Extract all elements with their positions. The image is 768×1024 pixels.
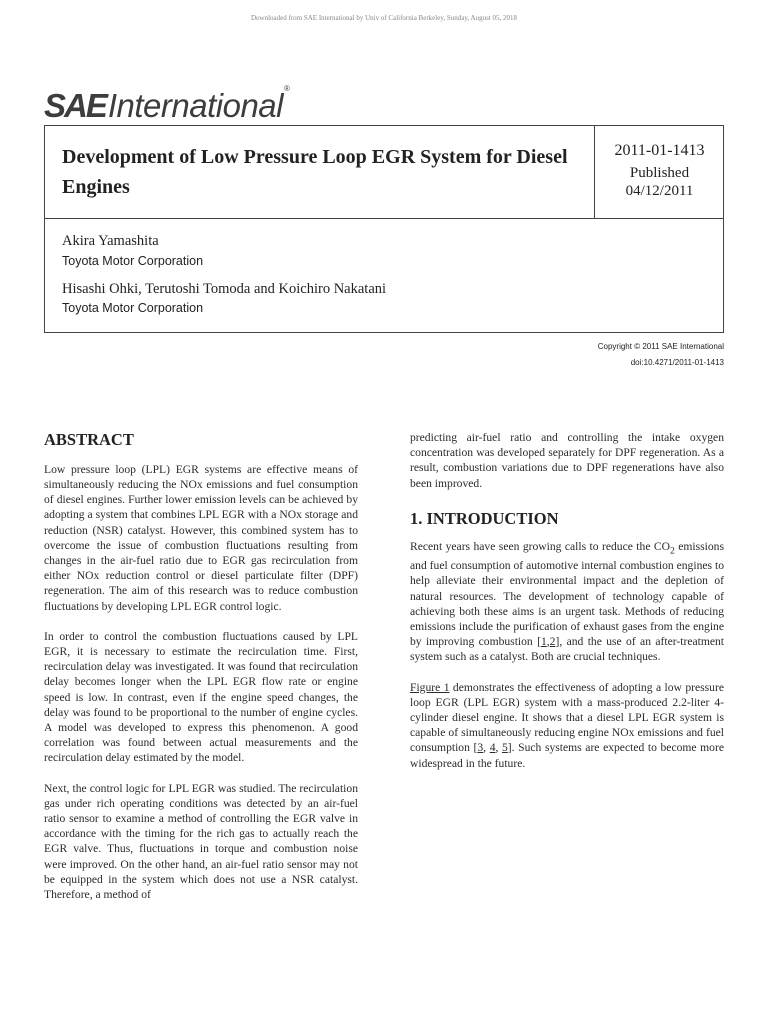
copyright: Copyright © 2011 SAE International: [597, 342, 724, 351]
abstract-paragraph-3-continued: predicting air-fuel ratio and controlling the intake oxygen concentration was developed separately for DPF regeneration. As a result, combustion variations due to DPF regenerations have also been improved.: [410, 431, 724, 490]
intro-p1-text-a: Recent years have seen growing calls to reduce the CO: [410, 539, 670, 553]
left-column: [44, 430, 358, 902]
reference-link-5[interactable]: 5: [502, 741, 508, 755]
intro-p2-text-b: ]. Such systems are expected to become more widespread in the future.: [410, 741, 724, 770]
right-column: [410, 430, 724, 771]
abstract-paragraph-2: In order to control the combustion fluctuations caused by LPL EGR, it is necessary to estimate the recirculation time. First, recirculation delay was investigated. It was found that recirculation delay becomes longer when the LPL EGR flow rate or engine speed is low. In contrast, even if the engine speed changes, the delay was found to be proportional to the number of engine cycles. A model was developed to express this phenomenon. A good correlation was found between actual measurements and the recirculation delay estimated by the model.: [44, 629, 358, 765]
intro-p1-text-b: emissions and fuel consumption of automotive internal combustion engines to help alleviate their environmental impact and the depletion of natural resources. The development of technology capable of achieving both these aims is an urgent task. Methods of reducing emissions include the purification of exhaust gases from the engine by improving combustion [: [410, 539, 724, 649]
intro-p2-text-a: demonstrates the effectiveness of adopting a low pressure loop EGR (LPL EGR) system with a mass-produced 2.2-liter 4-cylinder diesel engine. It shows that a diesel LPL EGR system is capable of simultaneously reducing engine NOx emissions and fuel consumption [: [410, 680, 724, 755]
reference-link-3[interactable]: 3: [477, 741, 484, 755]
author-affiliation-2: Toyota Motor Corporation: [62, 301, 204, 315]
logo-sae: SAE: [44, 87, 106, 124]
intro-p1-text-c: ], and the use of an after-treatment system such as a catalyst. Both are crucial techniques.: [410, 635, 725, 664]
sae-international-logo: [44, 82, 290, 122]
paper-id-cell: [595, 126, 724, 219]
introduction-paragraph-1: [410, 539, 724, 665]
abstract-paragraph-1: Low pressure loop (LPL) EGR systems are effective means of simultaneously reducing the NOx emissions and fuel consumption of diesel engines. Further lower emission levels can be achieved by adopting a system that combines LPL EGR with a NOx storage and reduction (NSR) catalyst. However, this combined system has to overcome the issue of combustion fluctuations resulting from changes in the air-fuel ratio due to EGR gas recirculation from either NOx reduction control or diesel particulate filter (DPF) regeneration. The aim of this research was to reduce combustion fluctuations by developing LPL EGR control logic.: [44, 462, 358, 613]
author-names-1: Akira Yamashita: [62, 233, 159, 249]
logo-registered-mark: ®: [284, 84, 290, 93]
download-note: Downloaded from SAE International by Univ of California Berkeley, Sunday, August 05, 2018: [250, 14, 518, 22]
reference-link-4[interactable]: 4: [489, 741, 496, 755]
paper-header-box: [44, 125, 724, 333]
figure-1-link[interactable]: Figure 1: [410, 680, 450, 694]
introduction-paragraph-2: [410, 680, 724, 771]
ref-separator-1: ,: [546, 635, 550, 649]
logo-international: International: [107, 87, 283, 124]
paper-number: 2011-01-1413: [614, 142, 705, 159]
author-affiliation-1: Toyota Motor Corporation: [62, 254, 204, 268]
author-names-2: Hisashi Ohki, Terutoshi Tomoda and Koichiro Nakatani: [62, 281, 387, 297]
abstract-heading: ABSTRACT: [44, 430, 134, 449]
ref-separator-2: ,: [483, 741, 490, 755]
abstract-paragraph-3: Next, the control logic for LPL EGR was studied. The recirculation gas under rich operating conditions was detected by an air-fuel ratio sensor to examine a method of controlling the EGR valve in accordance with the timing for the rich gas to actually reach the EGR valve. Thus, fluctuations in torque and combustion noise were improved. On the other hand, an air-fuel ratio sensor may not be equipped in the system which does not use a NSR catalyst. Therefore, a method of: [44, 781, 358, 902]
reference-link-2[interactable]: 2: [549, 635, 556, 649]
reference-link-1[interactable]: 1: [540, 635, 547, 649]
published-date: 04/12/2011: [625, 183, 694, 199]
ref-separator-3: ,: [495, 741, 502, 755]
published-label: Published: [629, 165, 690, 181]
title-cell: [45, 126, 595, 219]
introduction-heading: 1. INTRODUCTION: [410, 508, 559, 528]
paper-title: Development of Low Pressure Loop EGR System for Diesel Engines: [62, 146, 568, 198]
doi-link[interactable]: doi:10.4271/2011-01-1413: [630, 358, 724, 367]
co2-subscript: 2: [670, 544, 675, 556]
